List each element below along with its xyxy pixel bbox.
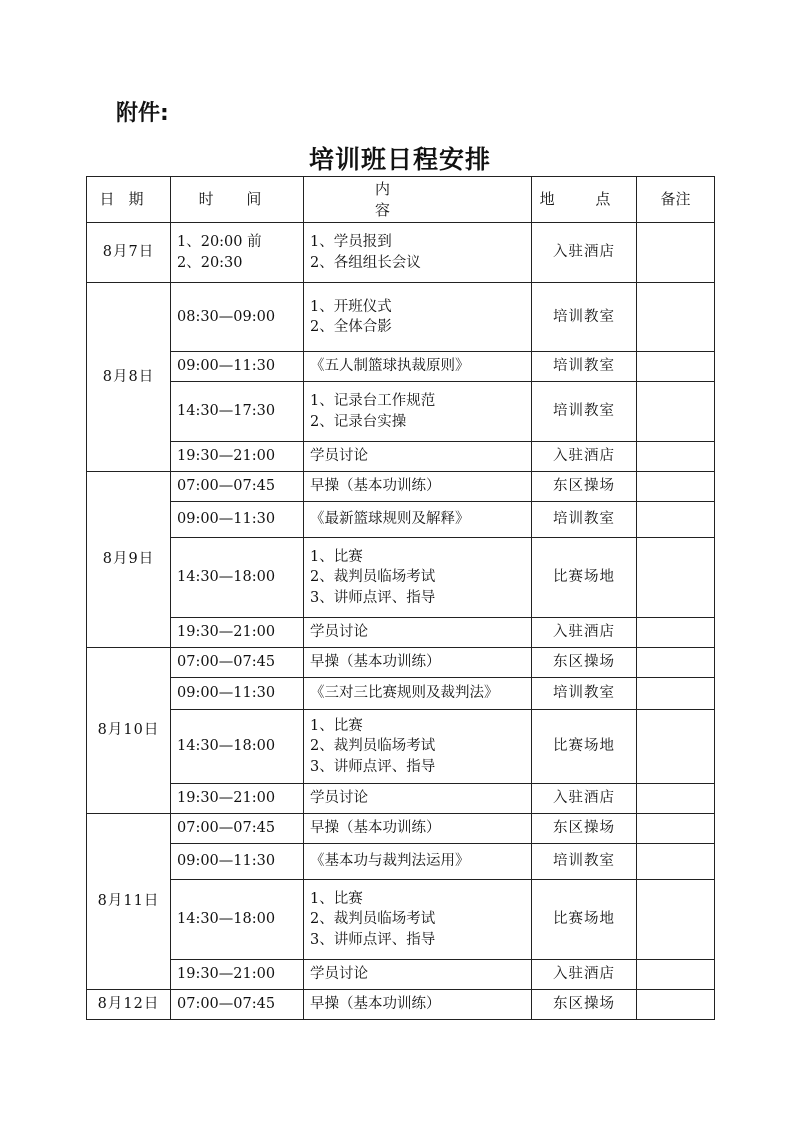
date-cell: 8月12日	[87, 990, 171, 1020]
place-cell: 培训教室	[532, 502, 637, 538]
content-cell	[304, 223, 532, 283]
table-row	[87, 283, 715, 352]
table-header-row	[87, 177, 715, 223]
content-line: 2、各组组长会议	[310, 254, 421, 271]
content-line: 2、裁判员临场考试	[310, 738, 436, 755]
content-line: 早操（基本功训练）	[310, 478, 441, 495]
content-cell	[304, 382, 532, 442]
time-cell	[171, 502, 304, 538]
content-cell	[304, 844, 532, 880]
time-cell	[171, 814, 304, 844]
time-line: 14:30—18:00	[177, 738, 276, 755]
table-row	[87, 648, 715, 678]
content-line: 2、裁判员临场考试	[310, 911, 436, 928]
table-row	[87, 352, 715, 382]
content-line: 1、比赛	[310, 548, 363, 565]
time-line: 07:00—07:45	[177, 996, 276, 1013]
remarks-cell	[637, 844, 715, 880]
content-line: 2、裁判员临场考试	[310, 569, 436, 586]
place-cell: 入驻酒店	[532, 960, 637, 990]
time-line: 2、20:30	[177, 254, 243, 271]
table-row	[87, 710, 715, 784]
time-cell	[171, 472, 304, 502]
time-line: 09:00—11:30	[177, 853, 276, 870]
date-cell: 8月11日	[87, 814, 171, 990]
content-cell	[304, 618, 532, 648]
content-line: 2、记录台实操	[310, 413, 407, 430]
remarks-cell	[637, 382, 715, 442]
time-line: 07:00—07:45	[177, 478, 276, 495]
content-line: 《三对三比赛规则及裁判法》	[310, 685, 499, 702]
place-cell: 培训教室	[532, 678, 637, 710]
table-row	[87, 784, 715, 814]
header-remarks: 备注	[637, 177, 715, 223]
content-cell	[304, 880, 532, 960]
remarks-cell	[637, 814, 715, 844]
remarks-cell	[637, 960, 715, 990]
content-line: 3、讲师点评、指导	[310, 589, 436, 606]
page-title: 培训班日程安排	[308, 145, 491, 174]
table-row	[87, 678, 715, 710]
remarks-cell	[637, 442, 715, 472]
place-cell: 东区操场	[532, 472, 637, 502]
time-line: 08:30—09:00	[177, 308, 276, 325]
time-cell	[171, 382, 304, 442]
place-cell: 入驻酒店	[532, 784, 637, 814]
time-line: 14:30—17:30	[177, 403, 276, 420]
time-cell	[171, 960, 304, 990]
content-cell	[304, 678, 532, 710]
attachment-label: 附件:	[116, 101, 169, 126]
table-row	[87, 880, 715, 960]
time-cell	[171, 880, 304, 960]
table-row	[87, 223, 715, 283]
table-row	[87, 990, 715, 1020]
place-cell: 东区操场	[532, 814, 637, 844]
date-cell: 8月9日	[87, 472, 171, 648]
remarks-cell	[637, 223, 715, 283]
date-cell: 8月10日	[87, 648, 171, 814]
date-cell: 8月7日	[87, 223, 171, 283]
place-cell: 东区操场	[532, 990, 637, 1020]
time-line: 19:30—21:00	[177, 624, 276, 641]
content-cell	[304, 502, 532, 538]
date-cell: 8月8日	[87, 283, 171, 472]
content-cell	[304, 472, 532, 502]
remarks-cell	[637, 784, 715, 814]
place-cell: 培训教室	[532, 283, 637, 352]
place-cell: 东区操场	[532, 648, 637, 678]
content-cell	[304, 538, 532, 618]
time-cell	[171, 538, 304, 618]
time-cell	[171, 442, 304, 472]
place-cell: 培训教室	[532, 382, 637, 442]
time-cell	[171, 352, 304, 382]
content-line: 学员讨论	[310, 790, 368, 807]
content-cell	[304, 352, 532, 382]
place-cell: 入驻酒店	[532, 618, 637, 648]
content-line: 《基本功与裁判法运用》	[310, 853, 470, 870]
remarks-cell	[637, 648, 715, 678]
time-line: 09:00—11:30	[177, 685, 276, 702]
table-row	[87, 618, 715, 648]
remarks-cell	[637, 472, 715, 502]
content-line: 学员讨论	[310, 448, 368, 465]
time-line: 19:30—21:00	[177, 966, 276, 983]
remarks-cell	[637, 678, 715, 710]
time-cell	[171, 844, 304, 880]
remarks-cell	[637, 990, 715, 1020]
table-row	[87, 960, 715, 990]
remarks-cell	[637, 618, 715, 648]
place-cell: 比赛场地	[532, 880, 637, 960]
content-cell	[304, 442, 532, 472]
time-cell	[171, 648, 304, 678]
content-line: 1、学员报到	[310, 234, 392, 250]
content-line: 早操（基本功训练）	[310, 820, 441, 837]
time-cell	[171, 618, 304, 648]
content-line: 2、全体合影	[310, 319, 392, 335]
remarks-cell	[637, 352, 715, 382]
content-cell	[304, 648, 532, 678]
time-cell	[171, 990, 304, 1020]
remarks-cell	[637, 283, 715, 352]
header-content: 内 容	[304, 177, 532, 223]
remarks-cell	[637, 538, 715, 618]
place-cell: 培训教室	[532, 352, 637, 382]
table-row	[87, 382, 715, 442]
table-row	[87, 442, 715, 472]
time-line: 09:00—11:30	[177, 358, 276, 375]
time-line: 07:00—07:45	[177, 820, 276, 837]
content-cell	[304, 283, 532, 352]
place-cell: 比赛场地	[532, 538, 637, 618]
remarks-cell	[637, 880, 715, 960]
time-line: 19:30—21:00	[177, 790, 276, 807]
content-line: 《最新篮球规则及解释》	[310, 511, 470, 528]
place-cell: 入驻酒店	[532, 442, 637, 472]
header-time: 时 间	[171, 177, 304, 223]
time-line: 1、20:00 前	[177, 234, 262, 250]
table-row	[87, 814, 715, 844]
time-cell	[171, 784, 304, 814]
content-cell	[304, 990, 532, 1020]
time-line: 14:30—18:00	[177, 569, 276, 586]
schedule-table	[86, 176, 715, 1020]
content-cell	[304, 710, 532, 784]
header-date: 日期	[87, 177, 171, 223]
place-cell: 比赛场地	[532, 710, 637, 784]
table-row	[87, 538, 715, 618]
time-line: 14:30—18:00	[177, 911, 276, 928]
content-line: 1、记录台工作规范	[310, 393, 436, 409]
place-cell: 培训教室	[532, 844, 637, 880]
table-row	[87, 472, 715, 502]
content-cell	[304, 814, 532, 844]
content-line: 3、讲师点评、指导	[310, 931, 436, 948]
time-line: 09:00—11:30	[177, 511, 276, 528]
content-line: 1、比赛	[310, 717, 363, 734]
header-place: 地 点	[532, 177, 637, 223]
table-row	[87, 844, 715, 880]
place-cell: 入驻酒店	[532, 223, 637, 283]
content-line: 1、开班仪式	[310, 298, 392, 315]
content-line: 1、比赛	[310, 890, 363, 907]
time-line: 19:30—21:00	[177, 448, 276, 465]
content-line: 早操（基本功训练）	[310, 996, 441, 1013]
content-line: 学员讨论	[310, 624, 368, 641]
content-line: 早操（基本功训练）	[310, 654, 441, 671]
time-cell	[171, 710, 304, 784]
remarks-cell	[637, 710, 715, 784]
content-line: 学员讨论	[310, 966, 368, 983]
content-line: 《五人制篮球执裁原则》	[310, 358, 470, 375]
content-cell	[304, 960, 532, 990]
table-row	[87, 502, 715, 538]
time-cell	[171, 223, 304, 283]
time-cell	[171, 283, 304, 352]
remarks-cell	[637, 502, 715, 538]
schedule-body	[87, 223, 715, 1020]
time-cell	[171, 678, 304, 710]
content-cell	[304, 784, 532, 814]
content-line: 3、讲师点评、指导	[310, 758, 436, 775]
time-line: 07:00—07:45	[177, 654, 276, 671]
